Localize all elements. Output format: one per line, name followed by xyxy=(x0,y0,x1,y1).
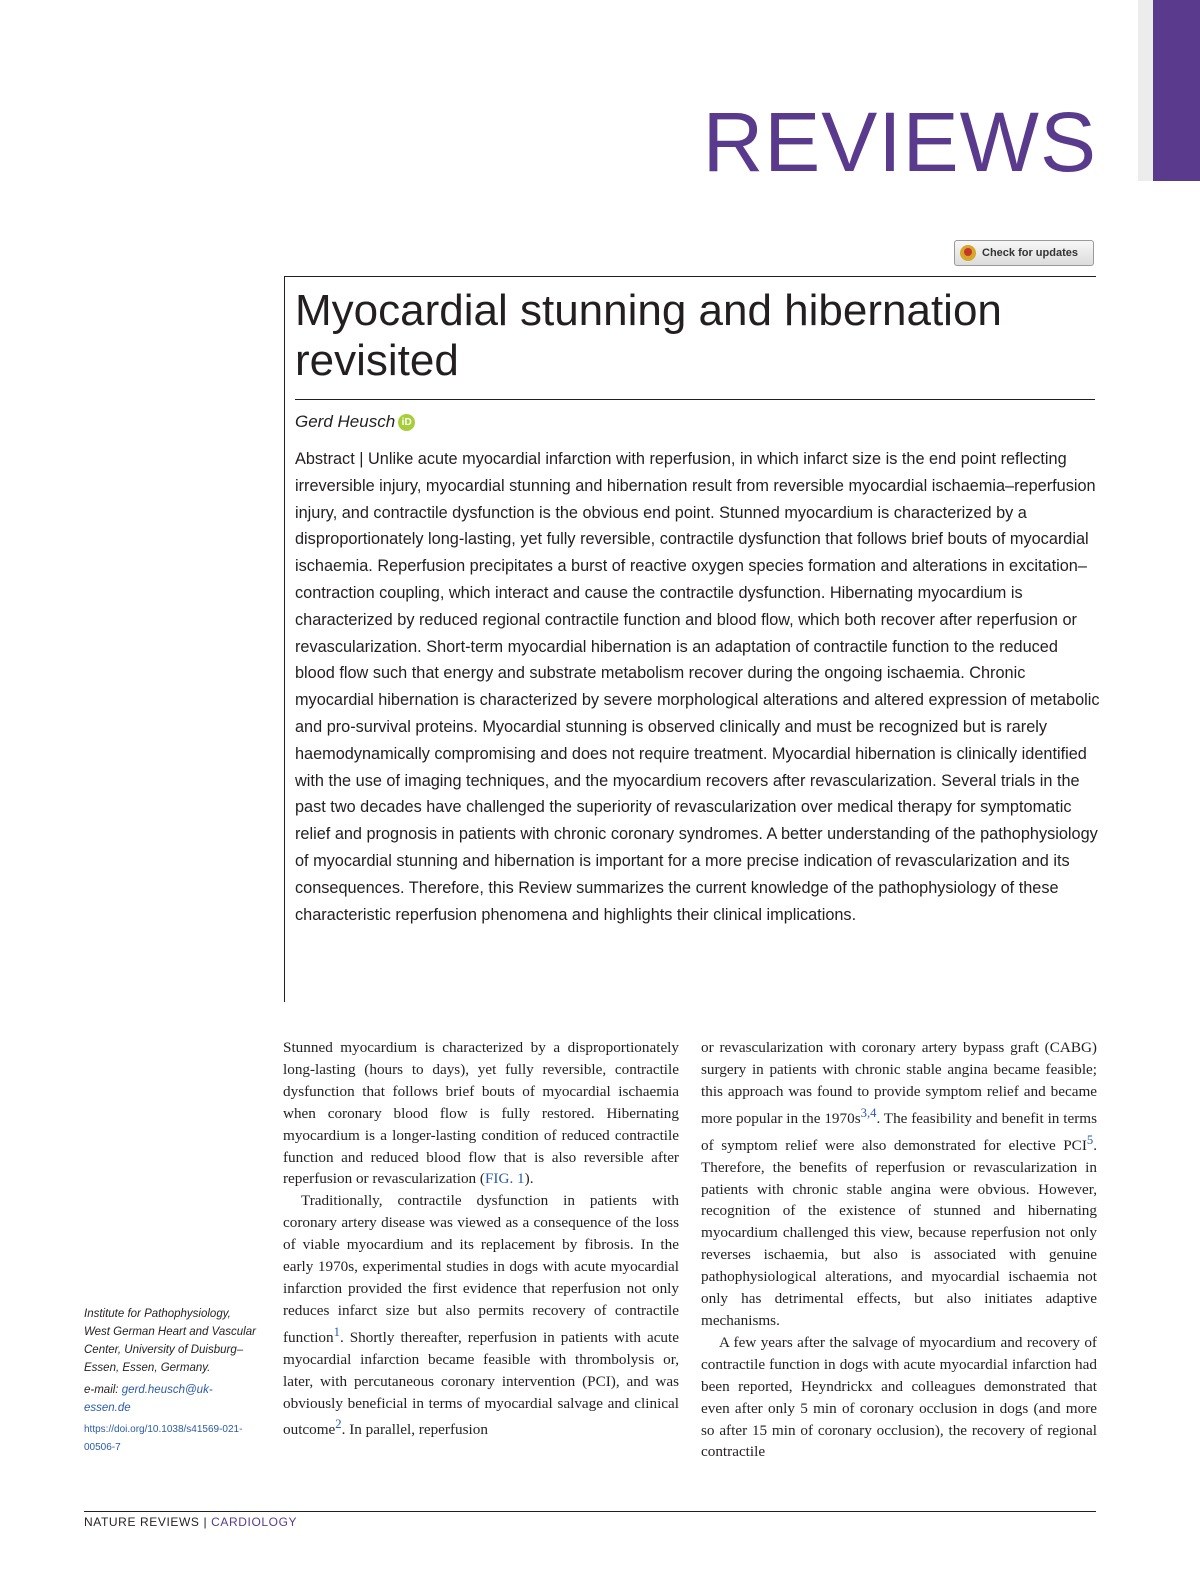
footer xyxy=(84,1515,297,1529)
article-title xyxy=(295,286,1095,386)
institute: Institute for Pathophysiology, West German Heart and Vascular Center, University of Duisburg–Essen, Essen, Germany. xyxy=(84,1308,256,1374)
body-text: Stunned myocardium is characterized by a disproportionately long-lasting (hours to days), yet fully reversible, contractile dysfunction that follows brief bouts of myocardial ischaemia when coronary blood flow is fully restored. Hibernating myocardium is a longer-lasting condition of reduced contractile function and reduced blood flow that is also reversible after reperfusion or revascularization ( xyxy=(283,1039,679,1188)
author-name[interactable]: Gerd Heusch xyxy=(295,412,396,431)
body-paragraph xyxy=(283,1190,679,1441)
footer-publication: NATURE REVIEWS | xyxy=(84,1515,212,1529)
author-affiliation xyxy=(84,1305,259,1461)
body-text: . In parallel, reperfusion xyxy=(341,1421,488,1439)
author-line xyxy=(295,412,415,432)
body-paragraph: A few years after the salvage of myocardium and recovery of contractile function in dogs with acute myocardial infarction had been reported, Heyndrickx and colleagues demonstrated that even after only 5 min of coronary occlusion in dogs (and more so after 15 min of coronary occlusion), the recovery of regional contractile xyxy=(701,1333,1097,1461)
citation-link[interactable]: 1 xyxy=(333,1324,340,1339)
abstract xyxy=(295,446,1100,928)
section-label: REVIEWS xyxy=(702,95,1097,189)
check-for-updates-button[interactable] xyxy=(954,240,1094,266)
title-frame-top-rule xyxy=(284,276,1096,277)
body-text: . Shortly thereafter, reperfusion in patients with acute myocardial infarction became feasible with thrombolysis or, later, with percutaneous coronary intervention (PCI), and was obviously beneficial in terms of myocardial salvage and clinical outcome xyxy=(283,1328,679,1439)
footer-rule xyxy=(84,1511,1096,1512)
title-line-2: revisited xyxy=(295,336,459,385)
body-text: Traditionally, contractile dysfunction in patients with coronary artery disease was viewed as a consequence of the loss of viable myocardium and its replacement by fibrosis. In the early 1970s, experimental studies in dogs with acute myocardial infarction provided the first evidence that reperfusion not only reduces infarct size but also permits recovery of contractile function xyxy=(283,1192,679,1346)
orcid-icon[interactable]: iD xyxy=(398,414,415,431)
doi-link[interactable]: https://doi.org/10.1038/s41569-021-00506-7 xyxy=(84,1424,243,1453)
footer-journal: CARDIOLOGY xyxy=(211,1515,298,1529)
body-text: or revascularization with coronary artery bypass graft (CABG) surgery in patients with chronic stable angina became feasible; this approach was found to provide symptom relief and became more popular in the 1970s xyxy=(701,1039,1097,1127)
abstract-separator: | xyxy=(354,450,369,468)
body-column-right xyxy=(701,1037,1097,1463)
body-column-left xyxy=(283,1037,679,1441)
figure-reference-link[interactable]: FIG. 1 xyxy=(484,1170,525,1188)
crossmark-icon xyxy=(960,245,976,261)
side-tab-shade xyxy=(1138,0,1153,181)
citation-link[interactable]: 3,4 xyxy=(860,1105,877,1120)
body-text: ). xyxy=(524,1170,534,1188)
citation-link[interactable]: 2 xyxy=(335,1417,342,1432)
body-text: . Therefore, the benefits of reperfusion or revascularization in patients with chronic stable angina were obvious. However, recognition of the existence of stunned and hibernating myocardium challenged this view, because reperfusion not only reverses ischaemia, but also is associated with genuine pathophysiological alterations, and myocardial ischaemia not only has detrimental effects, but also initiates adaptive mechanisms. xyxy=(701,1136,1097,1329)
abstract-text: Unlike acute myocardial infarction with reperfusion, in which infarct size is the end point reflecting irreversible injury, myocardial stunning and hibernation result from reversible myocardial ischaemia–reperfusion injury, and contractile dysfunction is the obvious end point. Stunned myocardium is characterized by a disproportionately long-lasting, yet fully reversible, contractile dysfunction that follows brief bouts of myocardial ischaemia. Reperfusion precipitates a burst of reactive oxygen species formation and alterations in excitation–contraction coupling, which interact and cause the contractile dysfunction. Hibernating myocardium is characterized by reduced regional contractile function and blood flow, which both recover after reperfusion or revascularization. Short-term myocardial hibernation is an adaptation of contractile function to the reduced blood flow such that energy and substrate metabolism recover during the ongoing ischaemia. Chronic myocardial hibernation is characterized by severe morphological alterations and altered expression of metabolic and pro-survival proteins. Myocardial stunning is observed clinically and must be recognized but is rarely haemodynamically compromising and does not require treatment. Myocardial hibernation is clinically identified with the use of imaging techniques, and the myocardium recovers after revascularization. Several trials in the past two decades have challenged the superiority of revascularization over medical therapy for symptomatic relief and prognosis in patients with chronic coronary syndromes. A better understanding of the pathophysiology of myocardial stunning and hibernation is important for a more precise indication of revascularization and its consequences. Therefore, this Review summarizes the current knowledge of the pathophysiology of these characteristic reperfusion phenomena and highlights their clinical implications. xyxy=(295,450,1100,924)
email-label: e-mail: xyxy=(84,1384,122,1396)
title-frame-left-rule xyxy=(284,276,285,1002)
body-paragraph xyxy=(701,1037,1097,1332)
section-side-tab xyxy=(1153,0,1200,181)
email-line xyxy=(84,1381,259,1417)
body-text: . The feasibility and benefit in terms of symptom relief were also demonstrated for elective PCI xyxy=(701,1109,1097,1154)
email-link[interactable]: gerd.heusch@uk-essen.de xyxy=(84,1384,213,1414)
body-paragraph xyxy=(283,1037,679,1190)
title-divider xyxy=(295,399,1095,400)
check-for-updates-label: Check for updates xyxy=(982,247,1078,259)
abstract-label: Abstract xyxy=(295,450,355,468)
citation-link[interactable]: 5 xyxy=(1086,1132,1094,1147)
title-line-1: Myocardial stunning and hibernation xyxy=(295,286,1002,335)
